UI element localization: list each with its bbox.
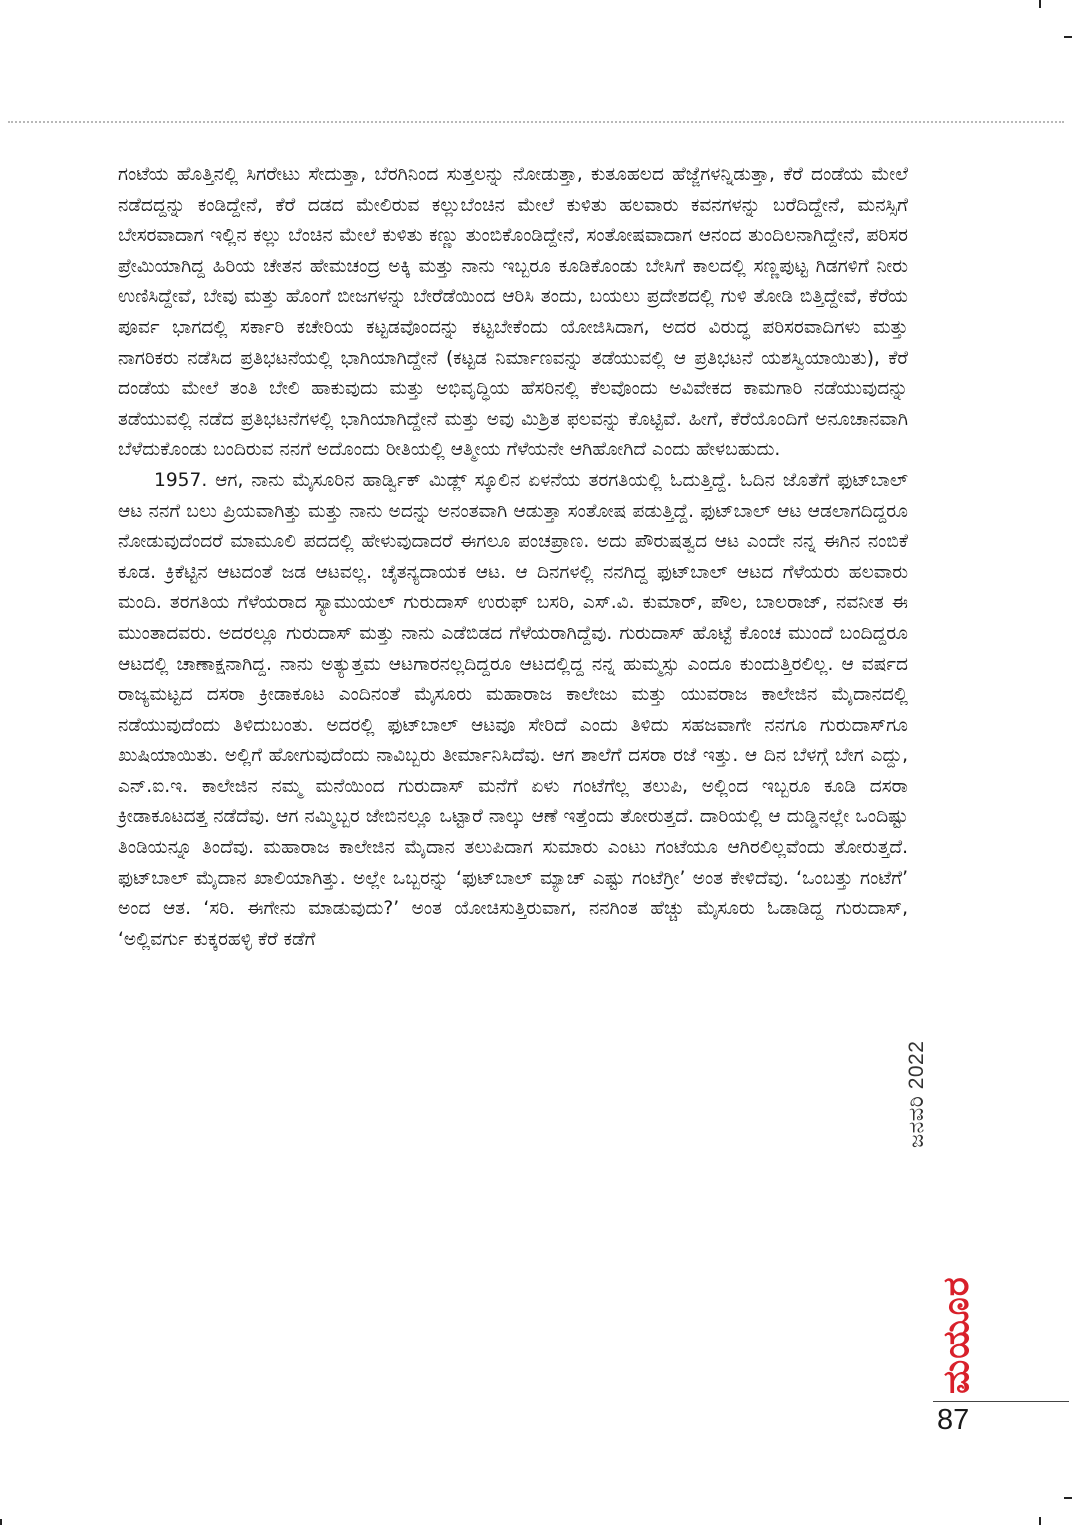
footer-rule <box>933 1401 1069 1402</box>
crop-mark <box>1039 0 1041 8</box>
magazine-logo-wrap <box>936 1276 978 1394</box>
article-body <box>118 160 908 955</box>
crop-mark <box>1064 36 1072 38</box>
crop-mark <box>0 1519 2 1525</box>
paragraph: ಗಂಟೆಯ ಹೊತ್ತಿನಲ್ಲಿ ಸಿಗರೇಟು ಸೇದುತ್ತಾ, ಬೆರಗಿನಿಂದ ಸುತ್ತಲನ್ನು ನೋಡುತ್ತಾ, ಕುತೂಹಲದ ಹೆಜ್ಜೆಗಳನ್ನಿಡುತ್ತಾ, ಕೆರೆ ದಂಡೆಯ ಮೇಲೆ ನಡೆದದ್ದನ್ನು ಕಂಡಿದ್ದೇನೆ, ಕೆರೆ ದಡದ ಮೇಲಿರುವ ಕಲ್ಲುಬೆಂಚಿನ ಮೇಲೆ ಕುಳಿತು ಹಲವಾರು ಕವನಗಳನ್ನು ಬರೆದಿದ್ದೇನೆ, ಮನಸ್ಸಿಗೆ ಬೇಸರವಾದಾಗ ಇಲ್ಲಿನ ಕಲ್ಲು ಬೆಂಚಿನ ಮೇಲೆ ಕುಳಿತು ಕಣ್ಣು ತುಂಬಿಕೊಂಡಿದ್ದೇನೆ, ಸಂತೋಷವಾದಾಗ ಆನಂದ ತುಂದಿಲನಾಗಿದ್ದೇನೆ, ಪರಿಸರ ಪ್ರೇಮಿಯಾಗಿದ್ದ ಹಿರಿಯ ಚೇತನ ಹೇಮಚಂದ್ರ ಅಕ್ಕಿ ಮತ್ತು ನಾನು ಇಬ್ಬರೂ ಕೂಡಿಕೊಂಡು ಬೇಸಿಗೆ ಕಾಲದಲ್ಲಿ ಸಣ್ಣಪುಟ್ಟ ಗಿಡಗಳಿಗೆ ನೀರು ಉಣಿಸಿದ್ದೇವೆ, ಬೇವು ಮತ್ತು ಹೊಂಗೆ ಬೀಜಗಳನ್ನು ಬೇರೆಡೆಯಿಂದ ಆರಿಸಿ ತಂದು, ಬಯಲು ಪ್ರದೇಶದಲ್ಲಿ ಗುಳಿ ತೋಡಿ ಬಿತ್ತಿದ್ದೇವೆ, ಕೆರೆಯ ಪೂರ್ವ ಭಾಗದಲ್ಲಿ ಸರ್ಕಾರಿ ಕಚೇರಿಯ ಕಟ್ಟಡವೊಂದನ್ನು ಕಟ್ಟಬೇಕೆಂದು ಯೋಜಿಸಿದಾಗ, ಅದರ ವಿರುದ್ಧ ಪರಿಸರವಾದಿಗಳು ಮತ್ತು ನಾಗರಿಕರು ನಡೆಸಿದ ಪ್ರತಿಭಟನೆಯಲ್ಲಿ ಭಾಗಿಯಾಗಿದ್ದೇನೆ (ಕಟ್ಟಡ ನಿರ್ಮಾಣವನ್ನು ತಡೆಯುವಲ್ಲಿ ಆ ಪ್ರತಿಭಟನೆ ಯಶಸ್ವಿಯಾಯಿತು), ಕೆರೆ ದಂಡೆಯ ಮೇಲೆ ತಂತಿ ಬೇಲಿ ಹಾಕುವುದು ಮತ್ತು ಅಭಿವೃದ್ಧಿಯ ಹೆಸರಿನಲ್ಲಿ ಕೆಲವೊಂದು ಅವಿವೇಕದ ಕಾಮಗಾರಿ ನಡೆಯುವುದನ್ನು ತಡೆಯುವಲ್ಲಿ ನಡೆದ ಪ್ರತಿಭಟನೆಗಳಲ್ಲಿ ಭಾಗಿಯಾಗಿದ್ದೇನೆ ಮತ್ತು ಅವು ಮಿಶ್ರಿತ ಫಲವನ್ನು ಕೊಟ್ಟಿವೆ. ಹೀಗೆ, ಕೆರೆಯೊಂದಿಗೆ ಅನೂಚಾನವಾಗಿ ಬೆಳೆದುಕೊಂಡು ಬಂದಿರುವ ನನಗೆ ಅದೊಂದು ರೀತಿಯಲ್ಲಿ ಆತ್ಮೀಯ ಗೆಳೆಯನೇ ಆಗಿಹೋಗಿದೆ ಎಂದು ಹೇಳಬಹುದು. <box>118 164 908 461</box>
crop-mark <box>1064 1497 1072 1499</box>
issue-date: ಜನವರಿ 2022 <box>905 1040 928 1148</box>
header-dotted-rule <box>8 121 1064 123</box>
magazine-logo: ಮಯೂರ <box>936 1276 977 1394</box>
crop-mark <box>1039 1517 1041 1525</box>
issue-date-label <box>905 1041 929 1148</box>
paragraph: 1957. ಆಗ, ನಾನು ಮೈಸೂರಿನ ಹಾರ್ಡ್ವಿಕ್ ಮಿಡ್ಲ್ ಸ್ಕೂಲಿನ ಏಳನೆಯ ತರಗತಿಯಲ್ಲಿ ಓದುತ್ತಿದ್ದೆ. ಓದಿನ ಜೊತೆಗೆ ಫುಟ್‌ಬಾಲ್ ಆಟ ನನಗೆ ಬಲು ಪ್ರಿಯವಾಗಿತ್ತು ಮತ್ತು ನಾನು ಅದನ್ನು ಅನಂತವಾಗಿ ಆಡುತ್ತಾ ಸಂತೋಷ ಪಡುತ್ತಿದ್ದೆ. ಫುಟ್‌ಬಾಲ್ ಆಟ ಆಡಲಾಗದಿದ್ದರೂ ನೋಡುವುದೆಂದರೆ ಮಾಮೂಲಿ ಪದದಲ್ಲಿ ಹೇಳುವುದಾದರೆ ಈಗಲೂ ಪಂಚಪ್ರಾಣ. ಅದು ಪೌರುಷತ್ವದ ಆಟ ಎಂದೇ ನನ್ನ ಈಗಿನ ನಂಬಿಕೆ ಕೂಡ. ಕ್ರಿಕೆಟ್ಟಿನ ಆಟದಂತೆ ಜಡ ಆಟವಲ್ಲ. ಚೈತನ್ಯದಾಯಕ ಆಟ. ಆ ದಿನಗಳಲ್ಲಿ ನನಗಿದ್ದ ಫುಟ್‌ಬಾಲ್ ಆಟದ ಗೆಳೆಯರು ಹಲವಾರು ಮಂದಿ. ತರಗತಿಯ ಗೆಳೆಯರಾದ ಸ್ಯಾಮುಯಲ್ ಗುರುದಾಸ್ ಉರುಫ್ ಬಸರಿ, ಎಸ್.ವಿ. ಕುಮಾರ್, ಪೌಲ, ಬಾಲರಾಜ್, ನವನೀತ ಈ ಮುಂತಾದವರು. ಅದರಲ್ಲೂ ಗುರುದಾಸ್ ಮತ್ತು ನಾನು ಎಡೆಬಿಡದ ಗೆಳೆಯರಾಗಿದ್ದೆವು. ಗುರುದಾಸ್ ಹೊಟ್ಟೆ ಕೊಂಚ ಮುಂದೆ ಬಂದಿದ್ದರೂ ಆಟದಲ್ಲಿ ಚಾಣಾಕ್ಷನಾಗಿದ್ದ. ನಾನು ಅತ್ಯುತ್ತಮ ಆಟಗಾರನಲ್ಲದಿದ್ದರೂ ಆಟದಲ್ಲಿದ್ದ ನನ್ನ ಹುಮ್ಮಸ್ಸು ಎಂದೂ ಕುಂದುತ್ತಿರಲಿಲ್ಲ. ಆ ವರ್ಷದ ರಾಜ್ಯಮಟ್ಟದ ದಸರಾ ಕ್ರೀಡಾಕೂಟ ಎಂದಿನಂತೆ ಮೈಸೂರು ಮಹಾರಾಜ ಕಾಲೇಜು ಮತ್ತು ಯುವರಾಜ ಕಾಲೇಜಿನ ಮೈದಾನದಲ್ಲಿ ನಡೆಯುವುದೆಂದು ತಿಳಿದುಬಂತು. ಅದರಲ್ಲಿ ಫುಟ್‌ಬಾಲ್ ಆಟವೂ ಸೇರಿದೆ ಎಂದು ತಿಳಿದು ಸಹಜವಾಗೇ ನನಗೂ ಗುರುದಾಸ್‌ಗೂ ಖುಷಿಯಾಯಿತು. ಅಲ್ಲಿಗೆ ಹೋಗುವುದೆಂದು ನಾವಿಬ್ಬರು ತೀರ್ಮಾನಿಸಿದೆವು. ಆಗ ಶಾಲೆಗೆ ದಸರಾ ರಜೆ ಇತ್ತು. ಆ ದಿನ ಬೆಳಗ್ಗೆ ಬೇಗ ಎದ್ದು, ಎನ್.ಐ.ಇ. ಕಾಲೇಜಿನ ನಮ್ಮ ಮನೆಯಿಂದ ಗುರುದಾಸ್ ಮನೆಗೆ ಏಳು ಗಂಟೆಗೆಲ್ಲ ತಲುಪಿ, ಅಲ್ಲಿಂದ ಇಬ್ಬರೂ ಕೂಡಿ ದಸರಾ ಕ್ರೀಡಾಕೂಟದತ್ತ ನಡೆದೆವು. ಆಗ ನಮ್ಮಿಬ್ಬರ ಜೇಬಿನಲ್ಲೂ ಒಟ್ಟಾರೆ ನಾಲ್ಕು ಆಣೆ ಇತ್ತೆಂದು ತೋರುತ್ತದೆ. ದಾರಿಯಲ್ಲಿ ಆ ದುಡ್ಡಿನಲ್ಲೇ ಒಂದಿಷ್ಟು ತಿಂಡಿಯನ್ನೂ ತಿಂದೆವು. ಮಹಾರಾಜ ಕಾಲೇಜಿನ ಮೈದಾನ ತಲುಪಿದಾಗ ಸುಮಾರು ಎಂಟು ಗಂಟೆಯೂ ಆಗಿರಲಿಲ್ಲವೆಂದು ತೋರುತ್ತದೆ. ಫುಟ್‌ಬಾಲ್ ಮೈದಾನ ಖಾಲಿಯಾಗಿತ್ತು. ಅಲ್ಲೇ ಒಬ್ಬರನ್ನು ‘ಫುಟ್‌ಬಾಲ್ ಮ್ಯಾಚ್ ಎಷ್ಟು ಗಂಟೆಗ್ರೀ’ ಅಂತ ಕೇಳಿದೆವು. ‘ಒಂಬತ್ತು ಗಂಟೆಗೆ’ ಅಂದ ಆತ. ‘ಸರಿ. ಈಗೇನು ಮಾಡುವುದು?’ ಅಂತ ಯೋಚಿಸುತ್ತಿರುವಾಗ, ನನಗಿಂತ ಹೆಚ್ಚು ಮೈಸೂರು ಓಡಾಡಿದ್ದ ಗುರುದಾಸ್, ‘ಅಲ್ಲಿವರ್ಗು ಕುಕ್ಕರಹಳ್ಳಿ ಕೆರೆ ಕಡೆಗೆ <box>118 469 908 950</box>
page-number: 87 <box>937 1404 970 1436</box>
